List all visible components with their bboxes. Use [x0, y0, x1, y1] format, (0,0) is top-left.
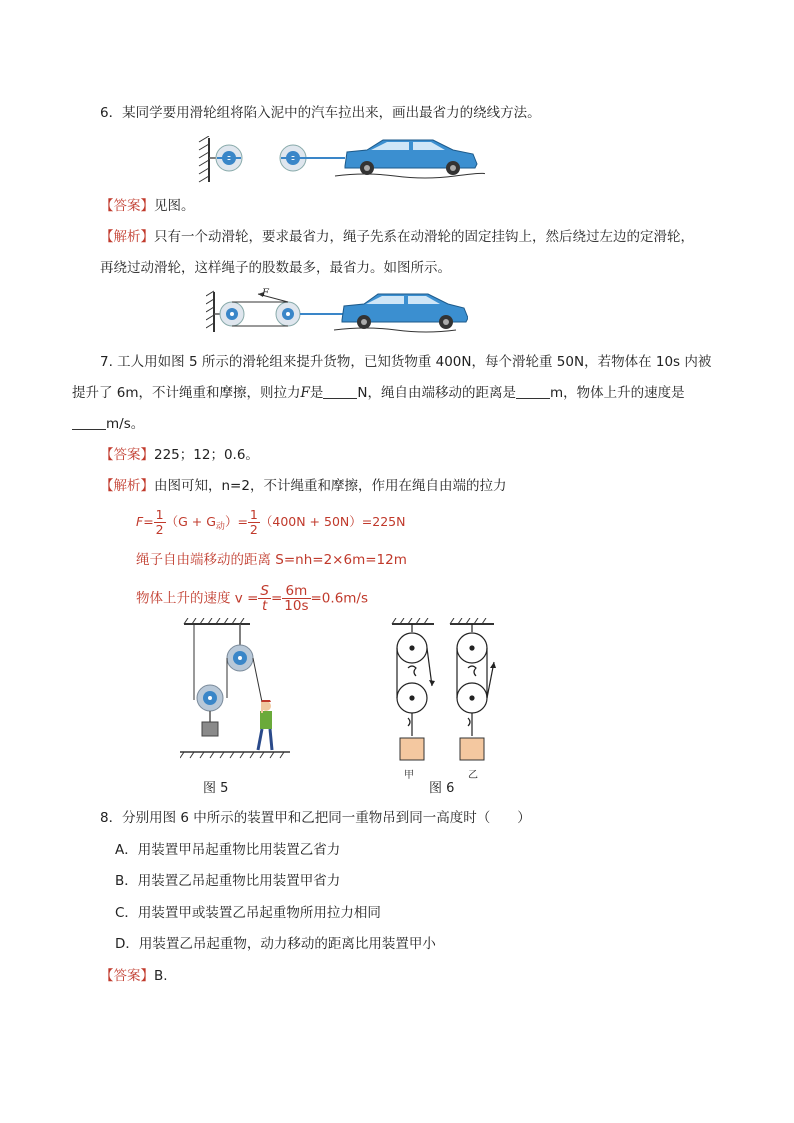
q7-answer — [100, 445, 259, 465]
q7-frac2-den: 2 — [249, 522, 258, 537]
q7-var-f: F — [300, 385, 310, 401]
figure6-pulley-sets — [388, 618, 498, 768]
q7-line1: 7. 工人用如图 5 所示的滑轮组来提升货物，已知货物重 400N，每个滑轮重 50N，若物体在 10s 内被 — [100, 354, 712, 370]
q8-option-b[interactable]: B．用装置乙吊起重物比用装置甲省力 — [115, 873, 341, 889]
q7-formula-frac2 — [248, 508, 260, 537]
q8-answer-tag: 【答案】 — [100, 968, 154, 984]
q7-frac1-den: 2 — [155, 522, 164, 537]
q7-line2-d: m，物体上升的速度是 — [550, 385, 685, 401]
q8-answer-text: B. — [154, 968, 168, 984]
q7-answer-text: 225；12；0.6。 — [154, 447, 259, 463]
q7-blank-force[interactable] — [323, 384, 357, 399]
q7-speed-den1: t — [262, 598, 268, 614]
q6-analysis-line1 — [100, 227, 694, 247]
q7-formula-lhs: F= — [136, 514, 154, 529]
q7-speed-lhs: 物体上升的速度 v = — [136, 590, 259, 607]
q7-line3-text: m/s。 — [106, 416, 145, 432]
q7-line2-c: N，绳自由端移动的距离是 — [357, 385, 517, 401]
q7-line2-a: 提升了 6m，不计绳重和摩擦，则拉力 — [72, 385, 301, 401]
q7-analysis — [100, 476, 506, 496]
q6-answer-tag: 【答案】 — [100, 198, 154, 214]
figure6-label-yi: 乙 — [468, 770, 478, 781]
q7-formula-mid: （G + G — [165, 514, 216, 529]
q6-analysis-text1: 只有一个动滑轮，要求最省力，绳子先系在动滑轮的固定挂钩上，然后绕过左边的定滑轮， — [154, 229, 694, 245]
q7-analysis-tag: 【解析】 — [100, 478, 154, 494]
q6-analysis-line2: 再绕过动滑轮，这样绳子的股数最多，最省力。如图所示。 — [100, 260, 451, 276]
q6-answer — [100, 196, 195, 216]
q7-frac1-num: 1 — [155, 507, 164, 522]
q7-formula-force — [136, 508, 405, 537]
q7-line2 — [72, 383, 685, 403]
q7-line2-b: 是 — [309, 385, 324, 401]
q7-formula-sub: 动 — [215, 522, 225, 532]
q7-distance: 绳子自由端移动的距离 S=nh=2×6m=12m — [136, 552, 407, 568]
q6-figure-pulleys-car — [195, 136, 485, 184]
q7-speed-num2: 6m — [282, 584, 310, 599]
q7-speed-frac1 — [258, 584, 271, 613]
q7-speed-tail: =0.6m/s — [310, 590, 369, 607]
q7-formula-tail: （400N + 50N）=225N — [259, 514, 406, 529]
q6-answer-text: 见图。 — [154, 198, 195, 214]
q7-answer-tag: 【答案】 — [100, 447, 154, 463]
q7-analysis-text: 由图可知，n=2，不计绳重和摩擦，作用在绳自由端的拉力 — [154, 478, 507, 494]
figure6-label-jia: 甲 — [404, 770, 414, 781]
q6-force-label: F — [262, 288, 269, 299]
figure6-caption: 图 6 — [429, 781, 455, 796]
q8-option-c[interactable]: C．用装置甲或装置乙吊起重物所用拉力相同 — [115, 905, 381, 921]
q8-question: 8．分别用图 6 中所示的装置甲和乙把同一重物吊到同一高度时（ ） — [100, 810, 531, 826]
q7-speed-frac2 — [282, 584, 310, 613]
figure5-pulley-worker — [180, 618, 290, 770]
q7-formula-frac1 — [154, 508, 166, 537]
q6-question: 6．某同学要用滑轮组将陷入泥中的汽车拉出来，画出最省力的绕线方法。 — [100, 105, 541, 121]
q7-blank-distance[interactable] — [516, 384, 550, 399]
q6-solution-figure — [206, 286, 468, 334]
q8-answer — [100, 966, 168, 986]
q7-formula-mid2: ）= — [224, 514, 248, 529]
q8-option-a[interactable]: A．用装置甲吊起重物比用装置乙省力 — [115, 842, 341, 858]
q7-speed — [136, 584, 368, 613]
q7-blank-speed[interactable] — [72, 415, 106, 430]
q7-frac2-num: 1 — [249, 507, 258, 522]
q7-line3 — [72, 414, 144, 434]
q7-speed-eq: = — [270, 590, 283, 607]
q7-speed-den2: 10s — [284, 598, 309, 614]
q8-option-d[interactable]: D．用装置乙吊起重物，动力移动的距离比用装置甲小 — [115, 936, 436, 952]
q6-analysis-tag: 【解析】 — [100, 229, 154, 245]
q7-speed-num1: S — [260, 583, 269, 599]
figure5-caption: 图 5 — [203, 781, 229, 796]
